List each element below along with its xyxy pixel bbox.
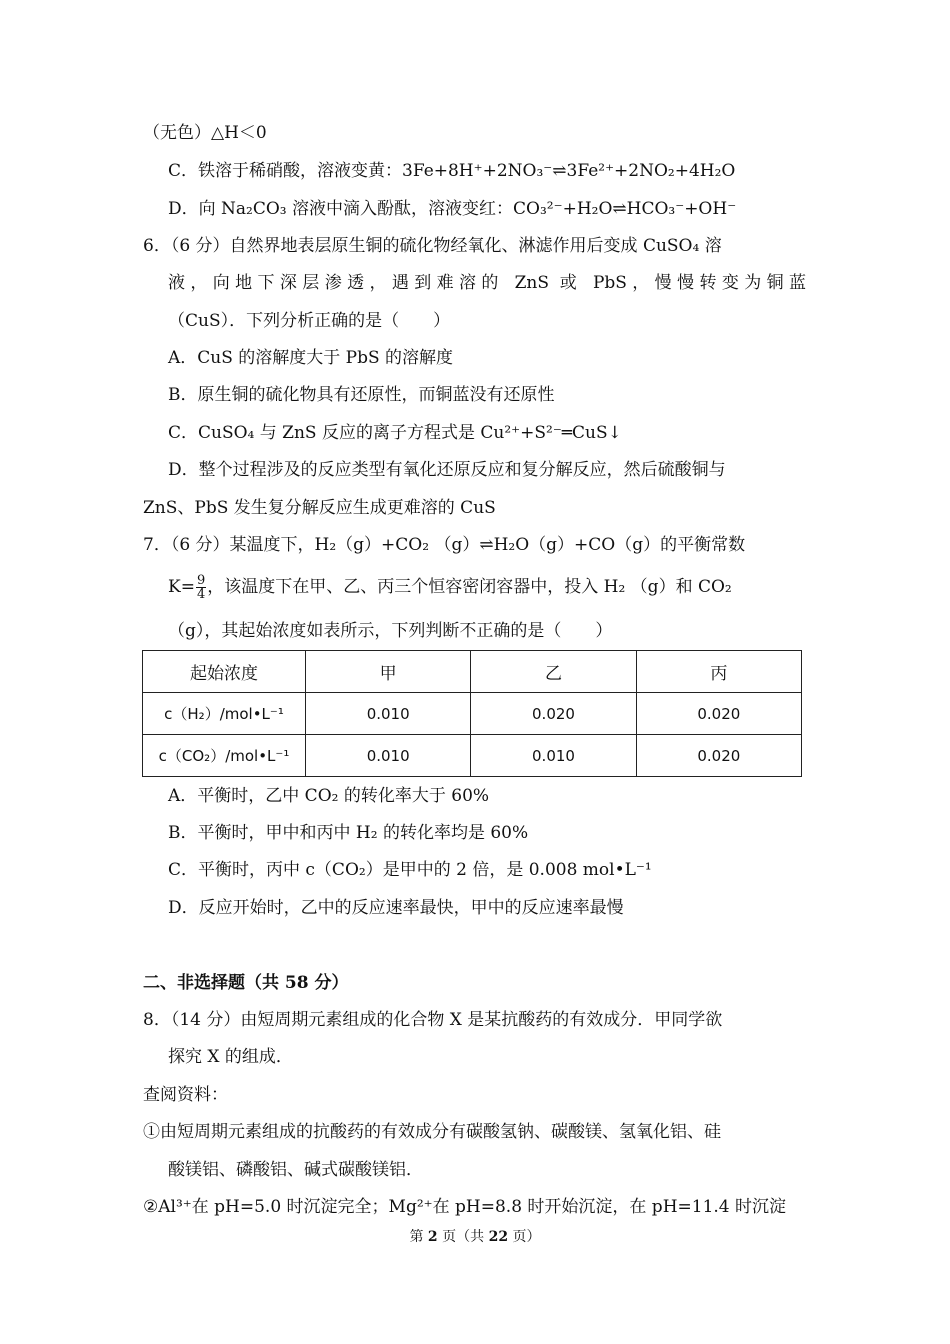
q8-reference-2-line1: ②Al³⁺在 pH=5.0 时沉淀完全；Mg²⁺在 pH=8.8 时开始沉淀，在 pH=11.4 时沉淀	[143, 1197, 787, 1217]
initial-concentration-table	[142, 650, 802, 777]
q7-option-a: A．平衡时，乙中 CO₂ 的转化率大于 60%	[168, 786, 490, 806]
q8-stem-line1: 8．（14 分）由短周期元素组成的化合物 X 是某抗酸药的有效成分．甲同学欲	[143, 1010, 723, 1030]
k-fraction	[196, 574, 206, 601]
q6-option-b: B．原生铜的硫化物具有还原性，而铜蓝没有还原性	[168, 385, 555, 405]
k-numerator: 9	[196, 573, 206, 588]
q7-option-b: B．平衡时，甲中和丙中 H₂ 的转化率均是 60%	[168, 823, 529, 843]
footer-middle: 页（共	[437, 1229, 489, 1245]
q6-stem-line2: 液，向地下深层渗透，遇到难溶的 ZnS 或 PbS，慢慢转变为铜蓝	[168, 273, 806, 293]
table-header-row	[143, 651, 802, 693]
q7-stem-line3: （g），其起始浓度如表所示，下列判断不正确的是（ ）	[168, 621, 613, 641]
q8-reference-1-line2: 酸镁铝、磷酸铝、碱式碳酸镁铝．	[168, 1160, 423, 1180]
q5-option-c: C．铁溶于稀硝酸，溶液变黄：3Fe+8H⁺+2NO₃⁻⇌3Fe²⁺+2NO₂+4H₂O	[168, 161, 736, 181]
q7-stem-line2-text: ，该温度下在甲、乙、丙三个恒容密闭容器中，投入 H₂ （g）和 CO₂	[207, 577, 732, 597]
footer-suffix: 页）	[508, 1229, 541, 1245]
q7-stem-line1: 7．（6 分）某温度下，H₂（g）+CO₂ （g）⇌H₂O（g）+CO（g）的平衡常数	[143, 535, 746, 555]
footer-prefix: 第	[409, 1229, 428, 1245]
table-row	[143, 735, 802, 777]
table-cell: c（H₂）/mol•L⁻¹	[143, 693, 306, 735]
table-cell: 0.010	[306, 735, 471, 777]
q8-reference-1-line1: ①由短周期元素组成的抗酸药的有效成分有碳酸氢钠、碳酸镁、氢氧化铝、硅	[143, 1122, 721, 1142]
q6-option-d-line1: D．整个过程涉及的反应类型有氧化还原反应和复分解反应，然后硫酸铜与	[168, 460, 726, 480]
table-header-cell: 乙	[471, 651, 636, 693]
table-row	[143, 693, 802, 735]
table-cell: 0.020	[636, 693, 801, 735]
q5-b-tail: （无色）△H＜0	[143, 123, 267, 143]
q6-stem-line1: 6．（6 分）自然界地表层原生铜的硫化物经氧化、淋滤作用后变成 CuSO₄ 溶	[143, 236, 722, 256]
q8-reference-heading: 查阅资料：	[143, 1085, 228, 1105]
q7-stem-line2	[168, 572, 732, 602]
k-label: K=	[168, 577, 195, 597]
q6-option-d-line2: ZnS、PbS 发生复分解反应生成更难溶的 CuS	[143, 498, 496, 518]
footer-page-number: 2	[427, 1229, 438, 1245]
table-cell: 0.010	[306, 693, 471, 735]
section-heading: 二、非选择题（共 58 分）	[143, 973, 349, 993]
q6-option-a: A．CuS 的溶解度大于 PbS 的溶解度	[168, 348, 454, 368]
footer-total-pages: 22	[488, 1229, 509, 1245]
table-cell: 0.020	[471, 693, 636, 735]
q7-option-c: C．平衡时，丙中 c（CO₂）是甲中的 2 倍，是 0.008 mol•L⁻¹	[168, 860, 652, 880]
q7-option-d: D．反应开始时，乙中的反应速率最快，甲中的反应速率最慢	[168, 898, 624, 918]
k-denominator: 4	[196, 587, 206, 602]
table-header-cell: 甲	[306, 651, 471, 693]
q5-option-d: D．向 Na₂CO₃ 溶液中滴入酚酞，溶液变红：CO₃²⁻+H₂O⇌HCO₃⁻+OH⁻	[168, 199, 737, 219]
table-cell: c（CO₂）/mol•L⁻¹	[143, 735, 306, 777]
q6-stem-line3: （CuS）．下列分析正确的是（ ）	[168, 311, 451, 331]
table-header-cell: 丙	[636, 651, 801, 693]
page-footer	[0, 1226, 950, 1246]
table-cell: 0.020	[636, 735, 801, 777]
q8-stem-line2: 探究 X 的组成．	[168, 1047, 293, 1067]
q6-option-c: C．CuSO₄ 与 ZnS 反应的离子方程式是 Cu²⁺+S²⁻═CuS↓	[168, 423, 622, 443]
table-header-cell: 起始浓度	[143, 651, 306, 693]
table-cell: 0.010	[471, 735, 636, 777]
